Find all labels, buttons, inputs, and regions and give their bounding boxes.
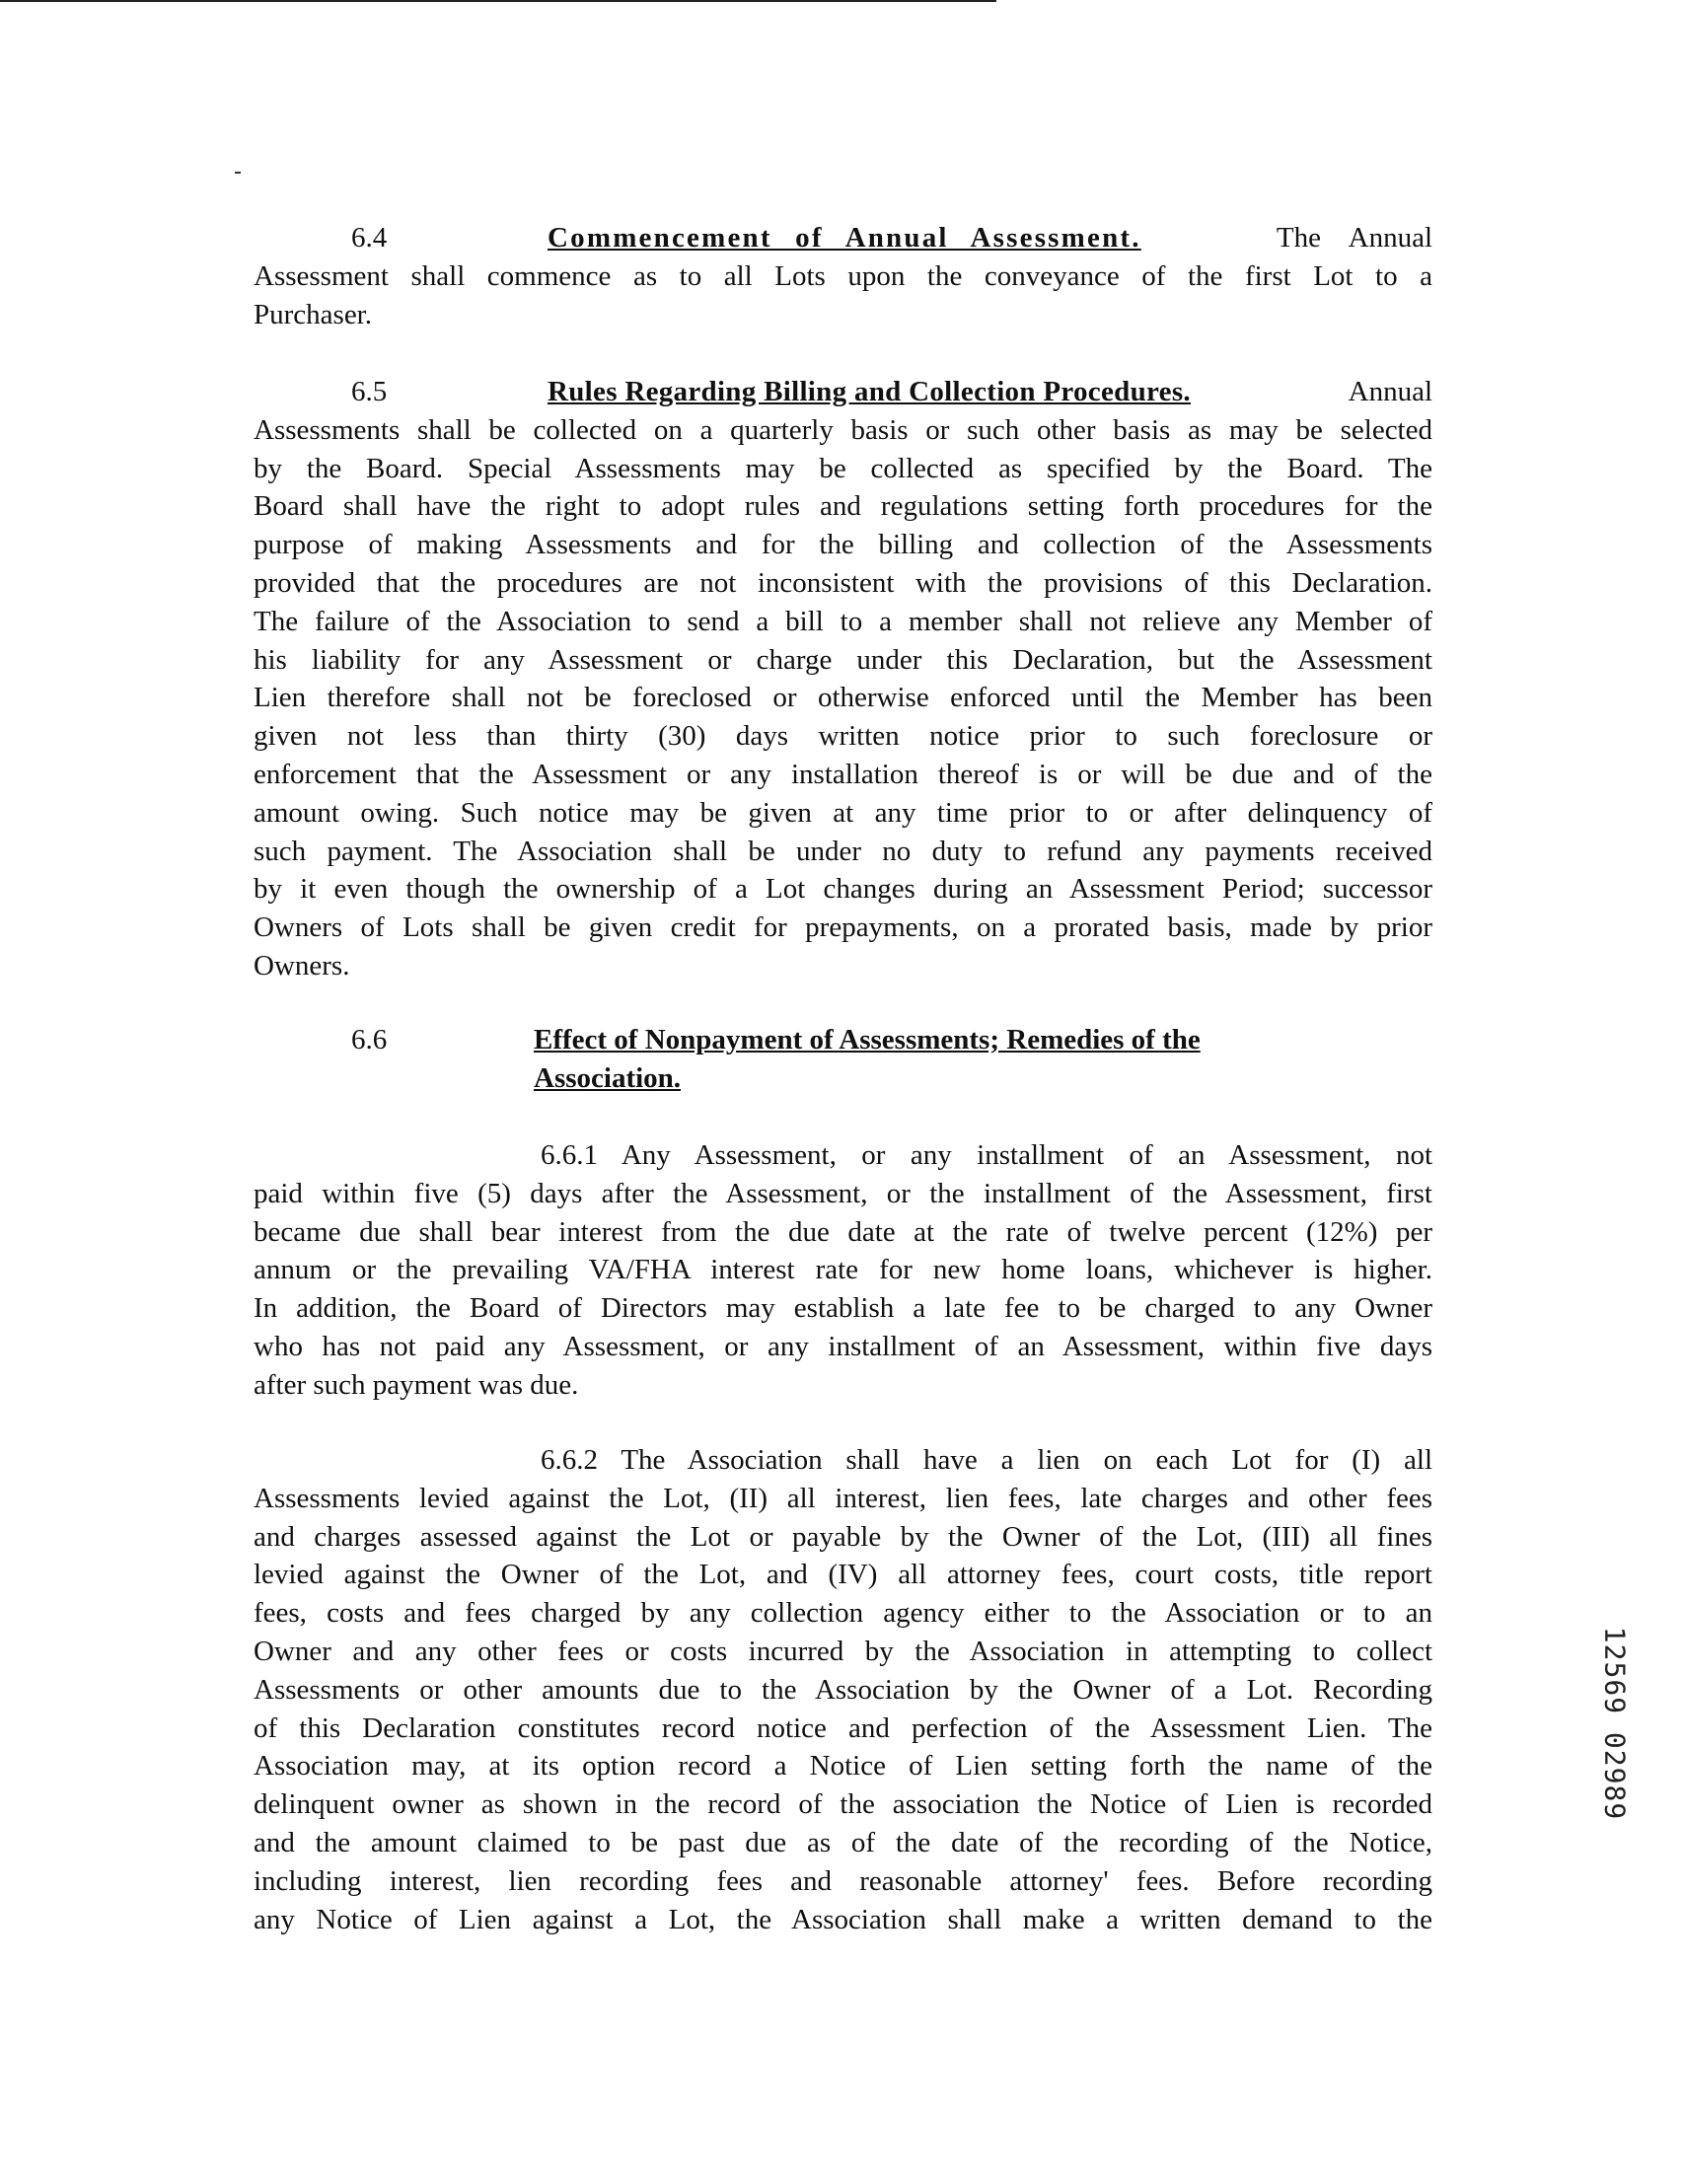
text-line: Assessments levied against the Lot, (II) all interest, lien fees, late charges and other fees: [254, 1482, 1432, 1514]
section-6-6-2: [254, 1441, 1432, 1938]
section-number: 6.4: [351, 222, 388, 254]
section-number: 6.5: [351, 376, 388, 407]
heading-tail: The Annual: [1276, 222, 1432, 254]
section-heading: Commencement of Annual Assessment.: [548, 222, 1141, 254]
text-line: such payment. The Association shall be under no duty to refund any payments received: [254, 835, 1432, 867]
text-line: who has not paid any Assessment, or any installment of an Assessment, within five days: [254, 1330, 1432, 1362]
text-line: became due shall bear interest from the due date at the rate of twelve percent (12%) per: [254, 1215, 1432, 1248]
section-6-6: [254, 1021, 1432, 1098]
text-line: Assessments or other amounts due to the Association by the Owner of a Lot. Recording: [254, 1673, 1432, 1706]
text-line: by the Board. Special Assessments may be collected as specified by the Board. The: [254, 452, 1432, 484]
section-6-5: [254, 373, 1432, 985]
text-line: after such payment was due.: [254, 1368, 579, 1401]
section-heading-line-1: Effect of Nonpayment of Assessments; Remedies of the: [534, 1024, 1201, 1056]
section-heading-line-2: Association.: [534, 1061, 682, 1094]
text-line: levied against the Owner of the Lot, and (IV) all attorney fees, court costs, title report: [254, 1559, 1432, 1591]
paragraph-first-line: 6.6.2 The Association shall have a lien on each Lot for (I) all: [541, 1444, 1432, 1476]
section-6-6-1: [254, 1136, 1432, 1405]
text-line: Assessment shall commence as to all Lots upon the conveyance of the first Lot to a: [254, 259, 1432, 292]
section-6-5-heading-row: [254, 373, 1432, 411]
text-line: Assessments shall be collected on a quarterly basis or such other basis as may be selected: [254, 413, 1432, 446]
recording-stamp: [1600, 1590, 1630, 1856]
text-line: Association may, at its option record a Notice of Lien setting forth the name of the: [254, 1750, 1432, 1783]
text-line: Lien therefore shall not be foreclosed or otherwise enforced until the Member has been: [254, 682, 1432, 714]
text-line: enforcement that the Assessment or any installation thereof is or will be due and of the: [254, 758, 1432, 790]
scan-mark: [235, 172, 241, 174]
text-line: Board shall have the right to adopt rules and regulations setting forth procedures for the: [254, 490, 1432, 523]
text-line: and the amount claimed to be past due as of the date of the recording of the Notice,: [254, 1826, 1432, 1858]
text-line: provided that the procedures are not inconsistent with the provisions of this Declaration.: [254, 566, 1432, 599]
text-line: In addition, the Board of Directors may establish a late fee to be charged to any Owner: [254, 1292, 1432, 1325]
text-line: Owners.: [254, 949, 350, 982]
section-number: 6.6: [351, 1024, 388, 1056]
section-body: [254, 411, 1432, 985]
text-line: annum or the prevailing VA/FHA interest rate for new home loans, whichever is higher.: [254, 1254, 1432, 1286]
text-line: amount owing. Such notice may be given at any time prior to or after delinquency of: [254, 796, 1432, 829]
text-line: fees, costs and fees charged by any collection agency either to the Association or to an: [254, 1597, 1432, 1630]
section-body: [254, 257, 1432, 334]
text-line: paid within five (5) days after the Assessment, or the installment of the Assessment, first: [254, 1177, 1432, 1209]
section-6-6-heading-row: [254, 1021, 1432, 1059]
text-line: Owners of Lots shall be given credit for prepayments, on a prorated basis, made by prior: [254, 911, 1432, 944]
paragraph-first-line: 6.6.1 Any Assessment, or any installment of an Assessment, not: [541, 1139, 1432, 1171]
text-line: any Notice of Lien against a Lot, the Association shall make a written demand to the: [254, 1903, 1432, 1935]
text-line: Purchaser.: [254, 298, 372, 330]
text-line: his liability for any Assessment or charge under this Declaration, but the Assessment: [254, 643, 1432, 676]
text-line: given not less than thirty (30) days written notice prior to such foreclosure or: [254, 720, 1432, 753]
text-line: Owner and any other fees or costs incurred by the Association in attempting to collect: [254, 1635, 1432, 1667]
section-body: [254, 1175, 1432, 1405]
text-line: purpose of making Assessments and for the billing and collection of the Assessments: [254, 529, 1432, 561]
recording-number: 12569 02989: [1598, 1626, 1632, 1821]
text-line: and charges assessed against the Lot or payable by the Owner of the Lot, (III) all fines: [254, 1520, 1432, 1553]
text-line: including interest, lien recording fees and reasonable attorney' fees. Before recording: [254, 1864, 1432, 1897]
text-line: delinquent owner as shown in the record of the association the Notice of Lien is recorded: [254, 1788, 1432, 1821]
scan-top-border: [0, 0, 996, 2]
text-line: by it even though the ownership of a Lot changes during an Assessment Period; successor: [254, 873, 1432, 906]
section-6-4-heading-row: [254, 219, 1432, 257]
section-body: [254, 1480, 1432, 1939]
text-line: The failure of the Association to send a bill to a member shall not relieve any Member of: [254, 605, 1432, 637]
heading-tail: Annual: [1348, 376, 1432, 407]
section-6-6-heading-row-2: [254, 1059, 1432, 1098]
section-6-4: [254, 219, 1432, 333]
text-line: of this Declaration constitutes record notice and perfection of the Assessment Lien. The: [254, 1711, 1432, 1744]
section-heading: Rules Regarding Billing and Collection Procedures.: [548, 376, 1191, 407]
